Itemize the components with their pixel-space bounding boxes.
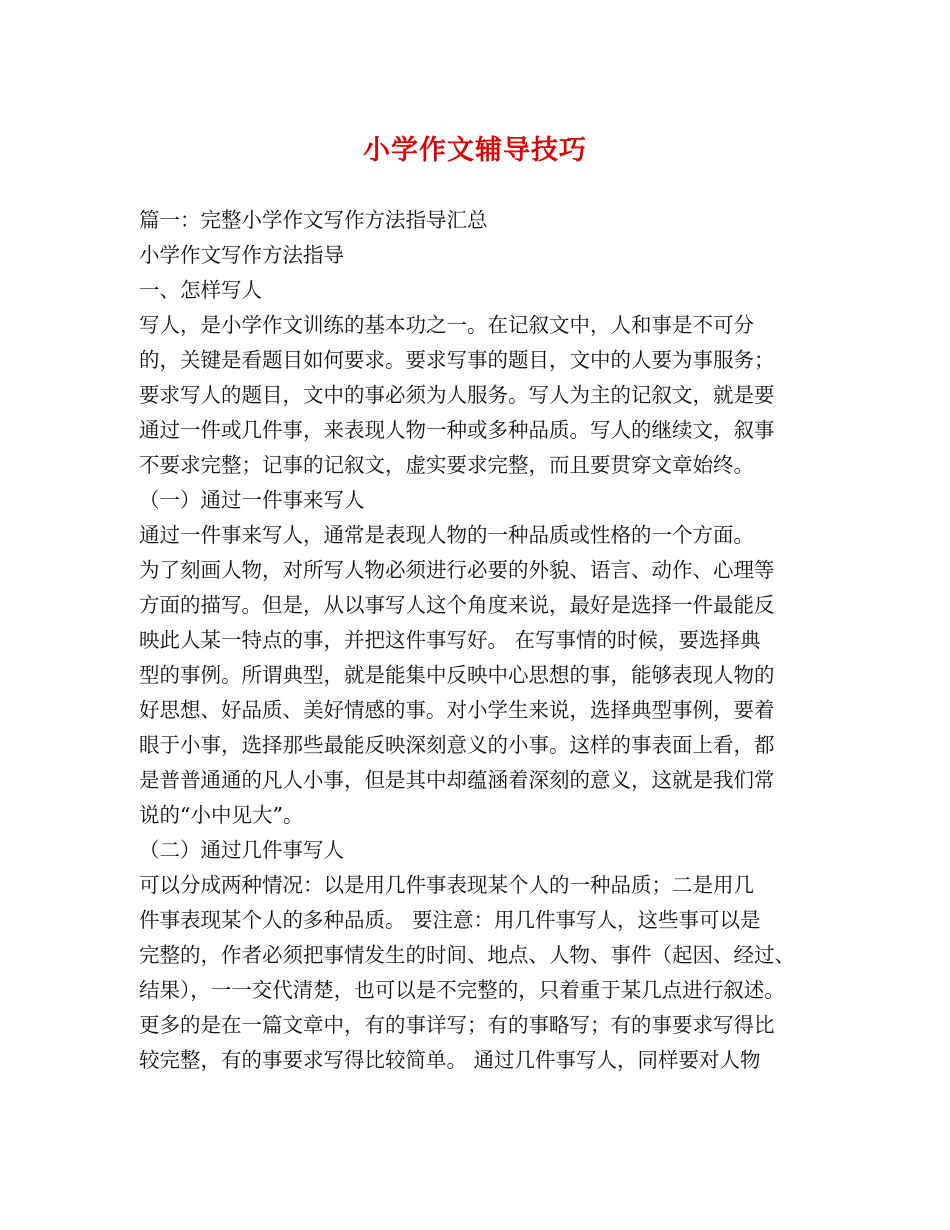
text-line: 更多的是在一篇文章中，有的事详写；有的事略写；有的事要求写得比 — [139, 1013, 775, 1037]
text-line: 方面的描写。但是，从以事写人这个角度来说，最好是选择一件最能反 — [139, 593, 775, 617]
text-line: 不要求完整；记事的记叙文，虚实要求完整，而且要贯穿文章始终。 — [139, 453, 754, 477]
text-line: 型的事例。所谓典型，就是能集中反映中心思想的事，能够表现人物的 — [139, 663, 775, 687]
text-line: 小学作文写作方法指导 — [139, 243, 344, 267]
text-line: 一、怎样写人 — [139, 278, 262, 302]
text-line: 结果），一一交代清楚，也可以是不完整的，只着重于某几点进行叙述。 — [139, 978, 785, 1002]
document-title: 小学作文辅导技巧 — [363, 135, 587, 166]
text-line: 件事表现某个人的多种品质。 要注意：用几件事写人，这些事可以是 — [139, 908, 761, 932]
text-line: （一）通过一件事来写人 — [139, 488, 365, 512]
text-line: 较完整，有的事要求写得比较简单。 通过几件事写人，同样要对人物 — [139, 1048, 761, 1072]
text-line: 的，关键是看题目如何要求。要求写事的题目，文中的人要为事服务； — [139, 348, 775, 372]
text-line: 通过一件事来写人，通常是表现人物的一种品质或性格的一个方面。 — [139, 523, 754, 547]
text-line: 通过一件或几件事，来表现人物一种或多种品质。写人的继续文，叙事 — [139, 418, 775, 442]
text-line: 映此人某一特点的事，并把这件事写好。 在写事情的时候，要选择典 — [139, 628, 761, 652]
text-line: 说的“小中见大”。 — [139, 803, 304, 827]
text-line: 写人，是小学作文训练的基本功之一。在记叙文中，人和事是不可分 — [139, 313, 754, 337]
text-line: 要求写人的题目，文中的事必须为人服务。写人为主的记叙文，就是要 — [139, 383, 775, 407]
text-line: （二）通过几件事写人 — [139, 838, 344, 862]
text-line: 为了刻画人物，对所写人物必须进行必要的外貌、语言、动作、心理等 — [139, 558, 775, 582]
text-line: 是普普通通的凡人小事，但是其中却蕴涵着深刻的意义，这就是我们常 — [139, 768, 775, 792]
text-line: 完整的，作者必须把事情发生的时间、地点、人物、事件（起因、经过、 — [139, 943, 795, 967]
text-line: 可以分成两种情况：以是用几件事表现某个人的一种品质；二是用几 — [139, 873, 754, 897]
text-line: 篇一：完整小学作文写作方法指导汇总 — [139, 208, 488, 232]
text-line: 好思想、好品质、美好情感的事。对小学生来说，选择典型事例，要着 — [139, 698, 775, 722]
text-line: 眼于小事，选择那些最能反映深刻意义的小事。这样的事表面上看，都 — [139, 733, 775, 757]
